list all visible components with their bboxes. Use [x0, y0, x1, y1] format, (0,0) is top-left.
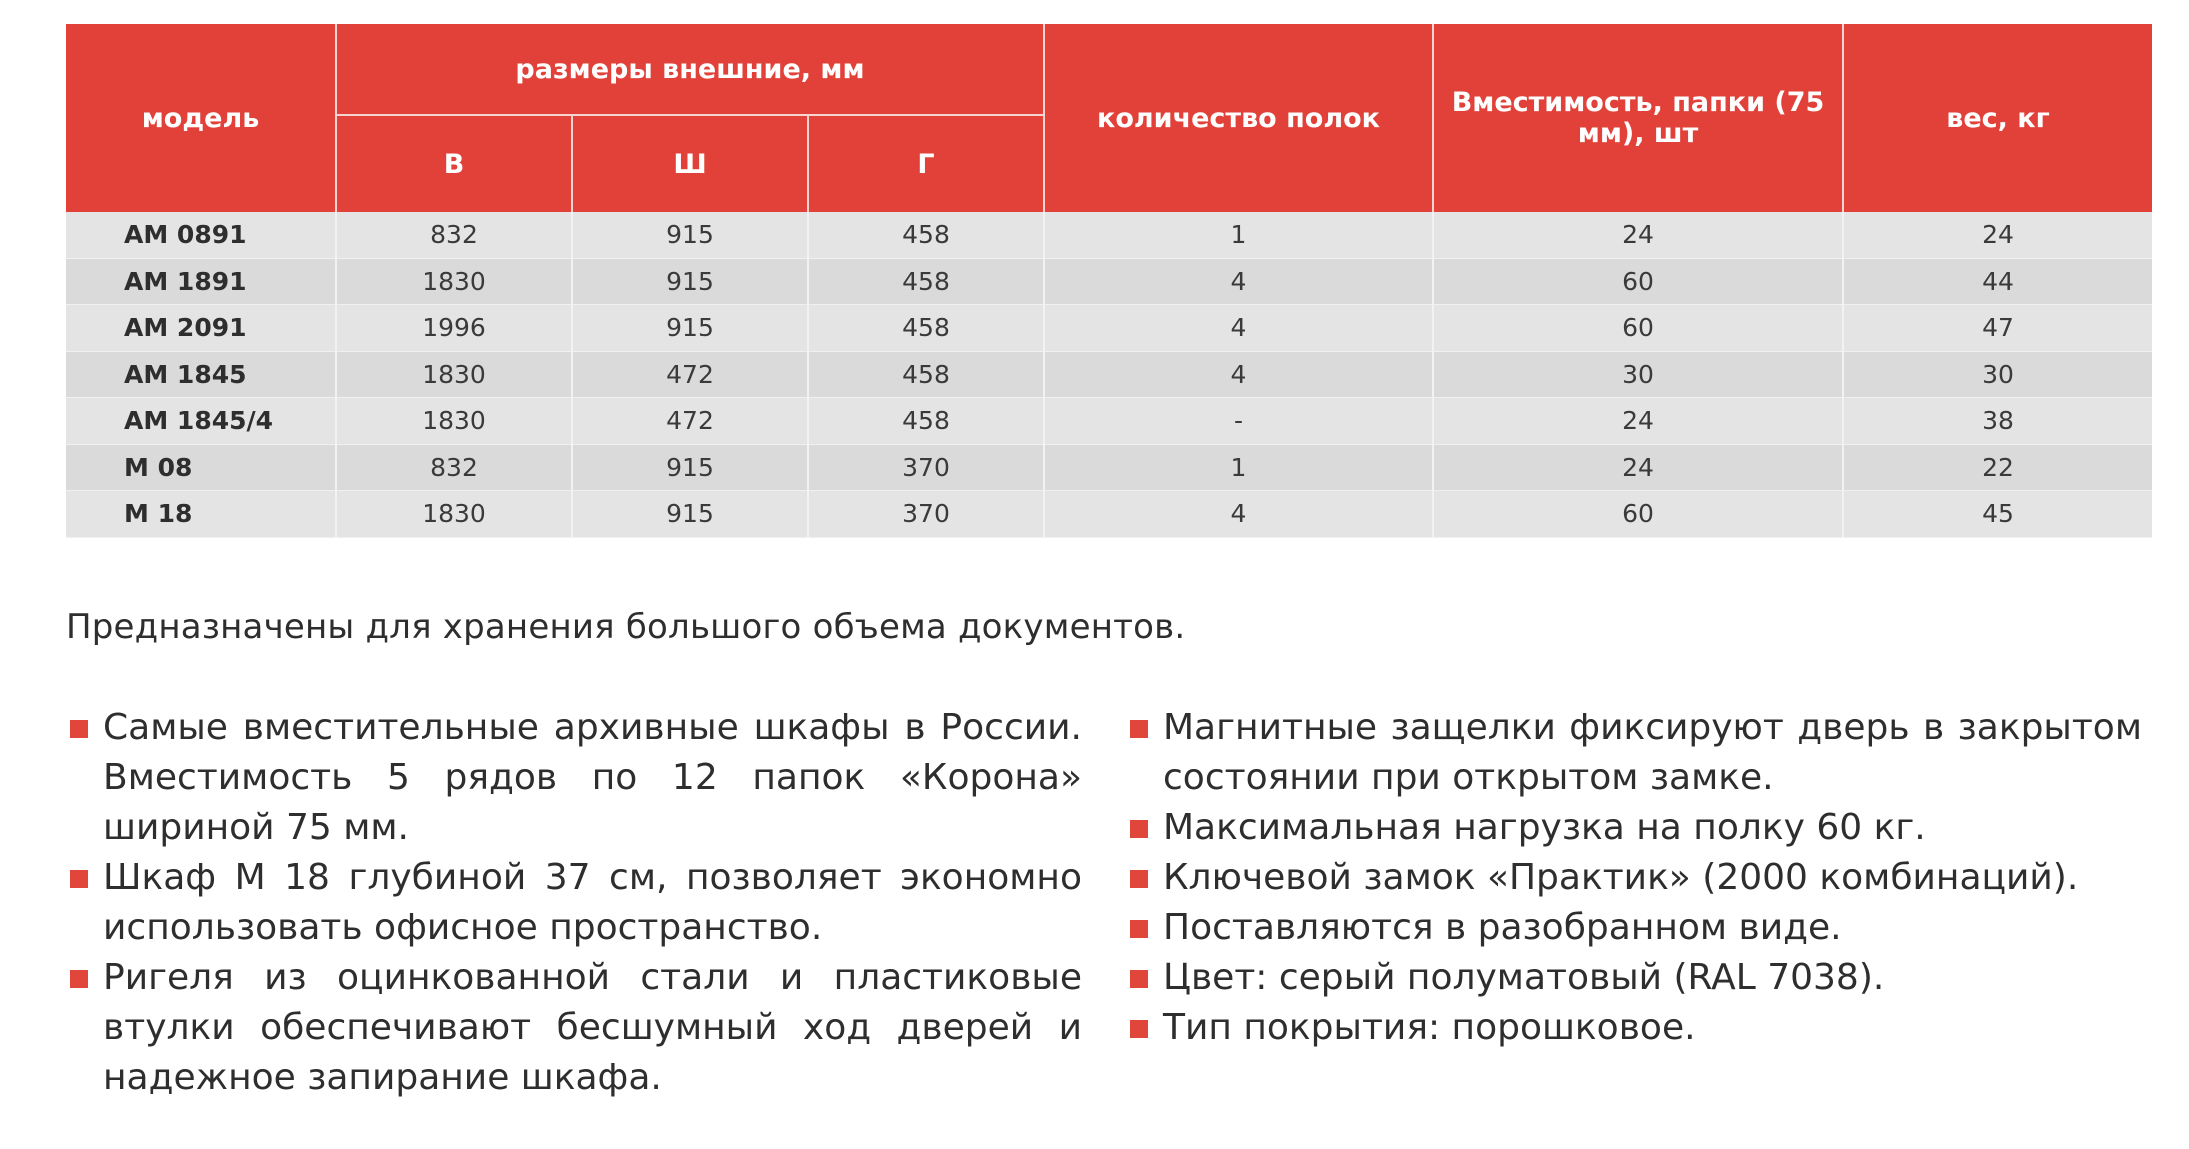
cell-shelves: 4 — [1044, 305, 1433, 352]
cell-weight: 45 — [1843, 491, 2152, 538]
cell-depth: 458 — [808, 212, 1044, 258]
header-height: В — [336, 115, 572, 212]
header-width: Ш — [572, 115, 808, 212]
cell-model: AM 1891 — [66, 258, 336, 305]
feature-text: Магнитные защелки фиксируют дверь в закрытом состоянии при открытом замке. — [1163, 707, 2142, 798]
features-list-right — [1130, 703, 2142, 1053]
cell-width: 915 — [572, 305, 808, 352]
cell-weight: 47 — [1843, 305, 2152, 352]
feature-item — [1130, 703, 2142, 803]
feature-item — [1130, 853, 2142, 903]
feature-item — [1130, 1003, 2142, 1053]
cell-height: 1830 — [336, 491, 572, 538]
cell-width: 915 — [572, 212, 808, 258]
feature-text: Максимальная нагрузка на полку 60 кг. — [1163, 807, 1926, 848]
feature-text: Ригеля из оцинкованной стали и пластиковые втулки обеспечивают бесшумный ход дверей и надежное запирание шкафа. — [103, 957, 1082, 1098]
cell-weight: 38 — [1843, 398, 2152, 445]
cell-depth: 458 — [808, 258, 1044, 305]
cell-shelves: 4 — [1044, 491, 1433, 538]
cell-model: AM 2091 — [66, 305, 336, 352]
square-bullet-icon — [1130, 870, 1148, 888]
cell-model: AM 1845/4 — [66, 398, 336, 445]
feature-item — [1130, 903, 2142, 953]
cell-width: 472 — [572, 398, 808, 445]
cell-shelves: 4 — [1044, 351, 1433, 398]
cell-height: 1830 — [336, 398, 572, 445]
cell-width: 915 — [572, 444, 808, 491]
table-row — [66, 444, 2152, 491]
square-bullet-icon — [70, 970, 88, 988]
intro-text: Предназначены для хранения большого объема документов. — [66, 607, 1186, 647]
cell-depth: 458 — [808, 398, 1044, 445]
feature-text: Ключевой замок «Практик» (2000 комбинаций). — [1163, 857, 2079, 898]
table-row — [66, 398, 2152, 445]
feature-text: Тип покрытия: порошковое. — [1163, 1007, 1696, 1048]
table-row — [66, 351, 2152, 398]
square-bullet-icon — [1130, 820, 1148, 838]
cell-width: 915 — [572, 258, 808, 305]
square-bullet-icon — [1130, 720, 1148, 738]
cell-shelves: 4 — [1044, 258, 1433, 305]
cell-depth: 370 — [808, 491, 1044, 538]
table-row — [66, 305, 2152, 352]
square-bullet-icon — [1130, 920, 1148, 938]
cell-depth: 458 — [808, 351, 1044, 398]
feature-text: Цвет: серый полуматовый (RAL 7038). — [1163, 957, 1885, 998]
cell-capacity: 30 — [1433, 351, 1843, 398]
cell-depth: 458 — [808, 305, 1044, 352]
cell-depth: 370 — [808, 444, 1044, 491]
cell-height: 832 — [336, 444, 572, 491]
cell-model: M 08 — [66, 444, 336, 491]
square-bullet-icon — [1130, 1020, 1148, 1038]
cell-model: AM 0891 — [66, 212, 336, 258]
header-capacity: Вместимость, папки (75 мм), шт — [1433, 24, 1843, 212]
feature-text: Самые вместительные архивные шкафы в России. Вместимость 5 рядов по 12 папок «Корона» шириной 75 мм. — [103, 707, 1082, 848]
cell-height: 832 — [336, 212, 572, 258]
header-shelves: количество полок — [1044, 24, 1433, 212]
cell-height: 1830 — [336, 258, 572, 305]
cell-width: 915 — [572, 491, 808, 538]
cell-model: M 18 — [66, 491, 336, 538]
cell-height: 1996 — [336, 305, 572, 352]
square-bullet-icon — [70, 870, 88, 888]
feature-item — [1130, 803, 2142, 853]
cell-shelves: 1 — [1044, 212, 1433, 258]
header-model: модель — [66, 24, 336, 212]
cell-height: 1830 — [336, 351, 572, 398]
feature-text: Шкаф М 18 глубиной 37 см, позволяет экономно использовать офисное пространство. — [103, 857, 1082, 948]
feature-text: Поставляются в разобранном виде. — [1163, 907, 1842, 948]
cell-shelves: 1 — [1044, 444, 1433, 491]
feature-item — [70, 703, 1082, 853]
cell-capacity: 24 — [1433, 212, 1843, 258]
cell-width: 472 — [572, 351, 808, 398]
cell-weight: 22 — [1843, 444, 2152, 491]
cell-capacity: 24 — [1433, 398, 1843, 445]
cell-capacity: 24 — [1433, 444, 1843, 491]
features-list-left — [70, 703, 1082, 1103]
header-depth: Г — [808, 115, 1044, 212]
header-outer-dimensions: размеры внешние, мм — [336, 24, 1044, 115]
square-bullet-icon — [70, 720, 88, 738]
cell-capacity: 60 — [1433, 491, 1843, 538]
feature-item — [70, 853, 1082, 953]
cell-capacity: 60 — [1433, 305, 1843, 352]
cell-weight: 24 — [1843, 212, 2152, 258]
specifications-table-body — [66, 212, 2152, 537]
table-row — [66, 258, 2152, 305]
specifications-table — [66, 24, 2152, 538]
feature-item — [1130, 953, 2142, 1003]
feature-item — [70, 953, 1082, 1103]
cell-model: AM 1845 — [66, 351, 336, 398]
cell-capacity: 60 — [1433, 258, 1843, 305]
table-row — [66, 491, 2152, 538]
header-weight: вес, кг — [1843, 24, 2152, 212]
square-bullet-icon — [1130, 970, 1148, 988]
table-row — [66, 212, 2152, 258]
cell-weight: 44 — [1843, 258, 2152, 305]
cell-shelves: - — [1044, 398, 1433, 445]
cell-weight: 30 — [1843, 351, 2152, 398]
